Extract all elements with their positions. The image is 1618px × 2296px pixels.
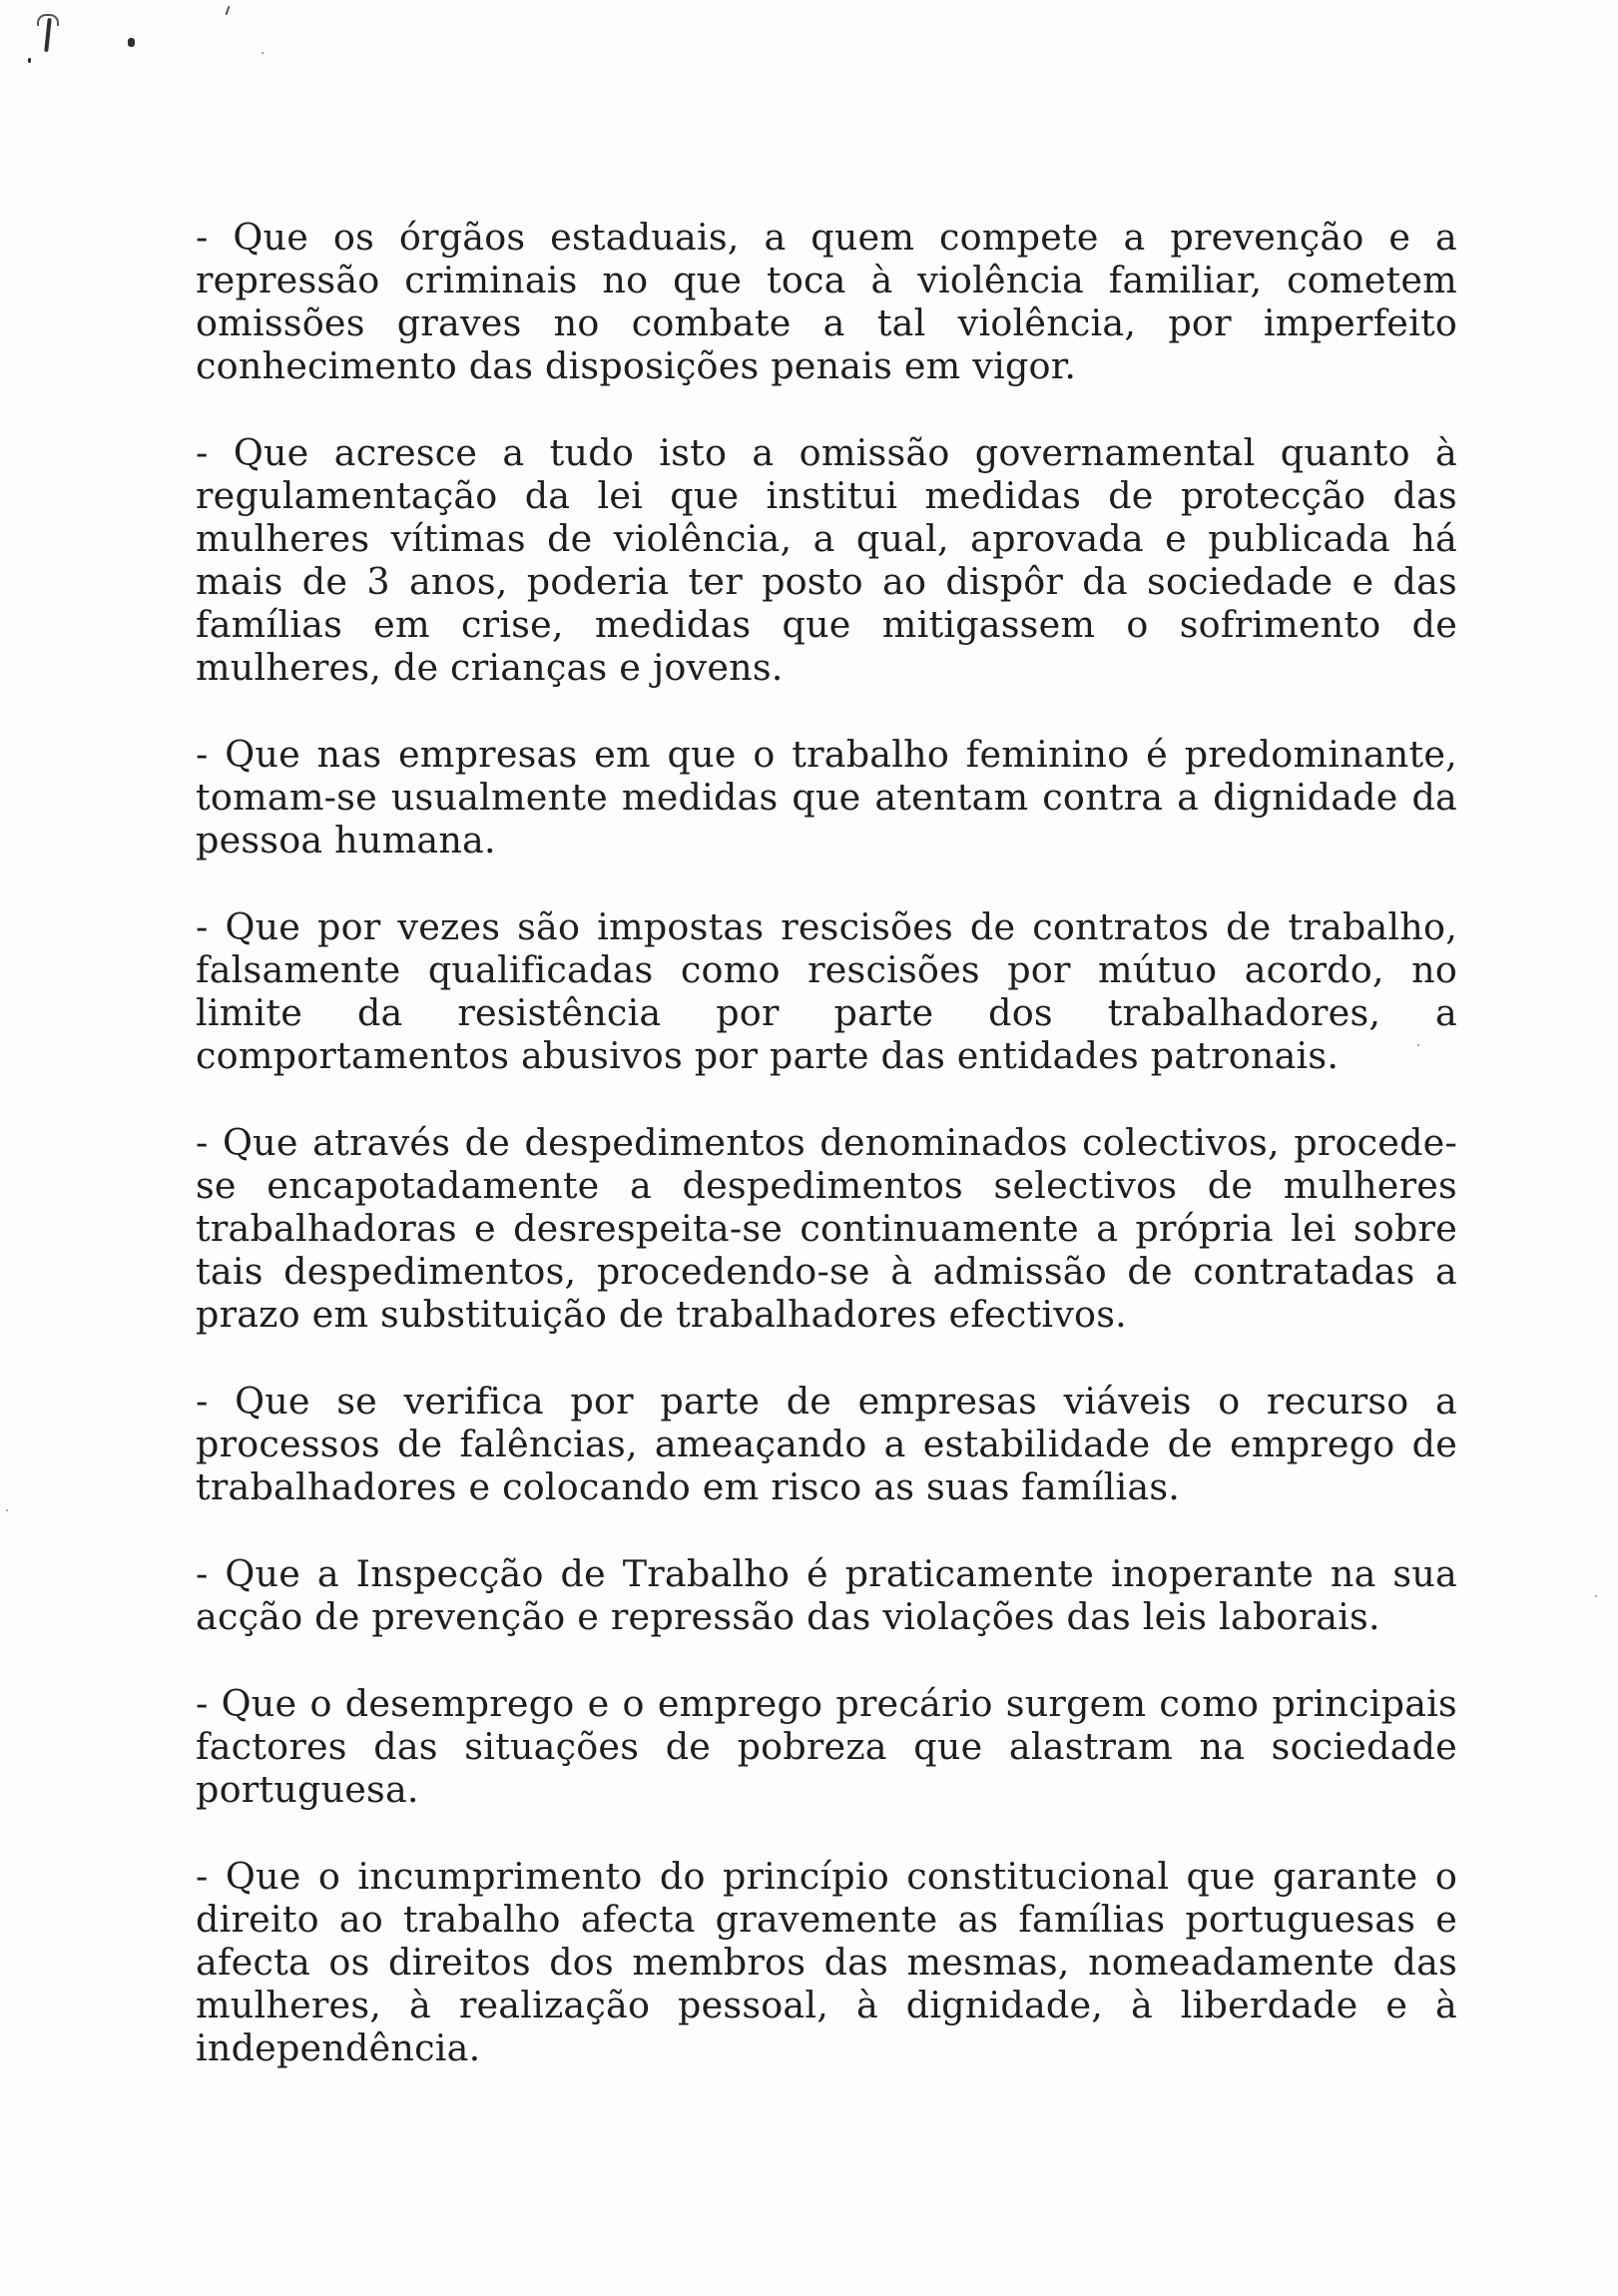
paragraph-orgaos-estaduais: - Que os órgãos estaduais, a quem compete a prevenção e a repressão criminais no que toca à violência familiar, cometem omissões graves no combate a tal violência, por imperfeito conhecimento das disposições penais em vigor. (196, 216, 1457, 387)
scan-speck (262, 52, 264, 54)
scan-mark (128, 38, 135, 47)
scan-mark (226, 6, 231, 15)
scan-speck (6, 1509, 8, 1511)
paragraph-omissao-governamental: - Que acresce a tudo isto a omissão governamental quanto à regulamentação da lei que institui medidas de protecção das mulheres vítimas de violência, a qual, aprovada e publicada há mais de 3 anos, poderia ter posto ao dispôr da sociedade e das famílias em crise, medidas que mitigassem o sofrimento de mulheres, de crianças e jovens. (196, 431, 1457, 689)
paragraph-falencias: - Que se verifica por parte de empresas viáveis o recurso a processos de falências, ameaçando a estabilidade de emprego de trabalhadores e colocando em risco as suas famílias. (196, 1380, 1457, 1508)
paragraph-despedimentos-colectivos: - Que através de despedimentos denominados colectivos, procede-se encapotadamente a despedimentos selectivos de mulheres trabalhadoras e desrespeita-se continuamente a própria lei sobre tais despedimentos, procedendo-se à admissão de contratadas a prazo em substituição de trabalhadores efectivos. (196, 1121, 1457, 1336)
scan-speck (1595, 1595, 1597, 1597)
paragraph-desemprego: - Que o desemprego e o emprego precário surgem como principais factores das situações de pobreza que alastram na sociedade portuguesa. (196, 1682, 1457, 1811)
paragraph-rescisoes: - Que por vezes são impostas rescisões de contratos de trabalho, falsamente qualificadas como rescisões por mútuo acordo, no limite da resistência por parte dos trabalhadores, a comportamentos abusivos por parte das entidades patronais. (196, 905, 1457, 1077)
paragraph-inspeccao-trabalho: - Que a Inspecção de Trabalho é praticamente inoperante na sua acção de prevenção e repressão das violações das leis laborais. (196, 1552, 1457, 1638)
scan-mark (28, 58, 31, 63)
paragraph-trabalho-feminino: - Que nas empresas em que o trabalho feminino é predominante, tomam-se usualmente medidas que atentam contra a dignidade da pessoa humana. (196, 733, 1457, 861)
document-body (196, 216, 1457, 2113)
paragraph-direito-trabalho: - Que o incumprimento do princípio constitucional que garante o direito ao trabalho afecta gravemente as famílias portuguesas e afecta os direitos dos membros das mesmas, nomeadamente das mulheres, à realização pessoal, à dignidade, à liberdade e à independência. (196, 1855, 1457, 2069)
